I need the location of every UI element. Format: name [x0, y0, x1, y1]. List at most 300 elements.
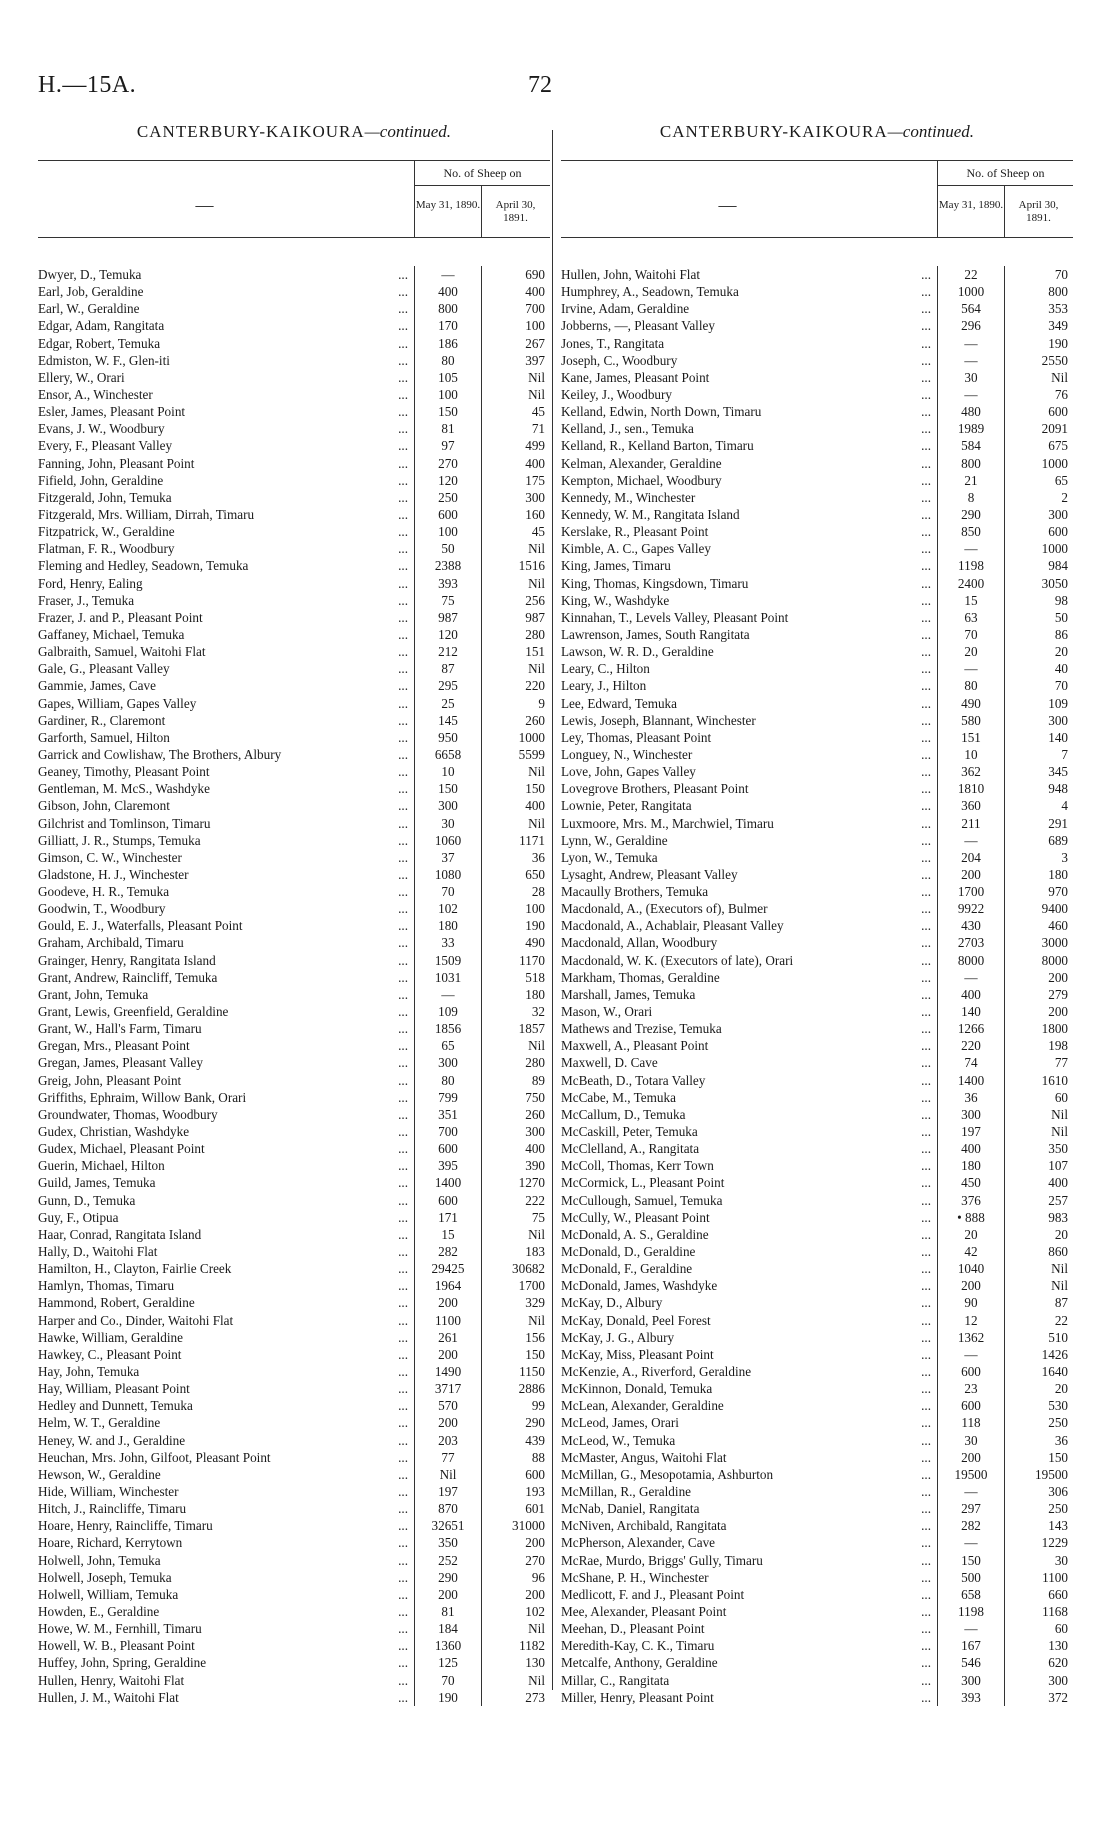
leader-dots: ... — [921, 1072, 931, 1088]
table-row — [561, 1517, 1073, 1534]
table-body — [38, 266, 550, 1706]
owner-name-text: Medlicott, F. and J., Pleasant Point — [561, 1586, 745, 1602]
table-row — [38, 523, 550, 540]
table-row — [561, 1414, 1073, 1431]
sheep-count-1890: 800 — [937, 455, 1004, 472]
sheep-count-1890: 90 — [937, 1294, 1004, 1311]
sheep-count-1891: 1610 — [1004, 1072, 1072, 1089]
sheep-count-1890: 200 — [414, 1294, 481, 1311]
leader-dots: ... — [398, 1415, 408, 1431]
owner-name-text: Fleming and Hedley, Seadown, Temuka — [38, 558, 249, 574]
table-row — [561, 386, 1073, 403]
owner-name-text: Jones, T., Rangitata — [561, 335, 665, 351]
leader-dots: ... — [921, 284, 931, 300]
table-row — [561, 369, 1073, 386]
table-row — [38, 883, 550, 900]
owner-name-text: Millar, C., Rangitata — [561, 1672, 670, 1688]
table-row — [561, 849, 1073, 866]
owner-name-text: McDonald, A. S., Geraldine — [561, 1226, 709, 1242]
sheep-count-1890: — — [937, 352, 1004, 369]
leader-dots: ... — [921, 1501, 931, 1517]
owner-name-text: McKay, D., Albury — [561, 1295, 663, 1311]
table-row — [38, 1192, 550, 1209]
table-row — [561, 900, 1073, 917]
leader-dots: ... — [398, 729, 408, 745]
owner-name — [38, 1689, 414, 1706]
sheep-count-1891: 1150 — [481, 1363, 549, 1380]
owner-name-text: Gibson, John, Claremont — [38, 798, 170, 814]
leader-dots: ... — [398, 832, 408, 848]
sheep-count-1890: 120 — [414, 472, 481, 489]
section-title-text: CANTERBURY-KAIKOURA — [136, 122, 365, 141]
sheep-count-1890: 80 — [937, 677, 1004, 694]
leader-dots: ... — [921, 1552, 931, 1568]
sheep-count-1890: 295 — [414, 677, 481, 694]
table-row — [38, 1689, 550, 1706]
owner-name — [561, 1037, 937, 1054]
table-row — [561, 952, 1073, 969]
sheep-count-1890: 290 — [937, 506, 1004, 523]
leader-dots: ... — [398, 592, 408, 608]
owner-name — [38, 1346, 414, 1363]
owner-name — [561, 1072, 937, 1089]
owner-name — [561, 1534, 937, 1551]
sheep-count-1891: 620 — [1004, 1654, 1072, 1671]
sheep-count-1890: 77 — [414, 1449, 481, 1466]
owner-name — [38, 1003, 414, 1020]
owner-name-text: Huffey, John, Spring, Geraldine — [38, 1655, 207, 1671]
leader-dots: ... — [921, 764, 931, 780]
sheep-count-1890: 19500 — [937, 1466, 1004, 1483]
table-row — [38, 1483, 550, 1500]
leader-dots: ... — [398, 1209, 408, 1225]
sheep-count-1891: 1270 — [481, 1174, 549, 1191]
sheep-count-1890: 300 — [937, 1106, 1004, 1123]
leader-dots: ... — [921, 352, 931, 368]
owner-name — [561, 1294, 937, 1311]
leader-dots: ... — [921, 1569, 931, 1585]
sheep-count-1890: 22 — [937, 266, 1004, 283]
table-header — [561, 160, 1073, 238]
sheep-count-1891: 45 — [481, 523, 549, 540]
owner-name — [561, 540, 937, 557]
sheep-count-1890: 200 — [414, 1346, 481, 1363]
sheep-count-1891: 518 — [481, 969, 549, 986]
leader-dots: ... — [921, 438, 931, 454]
owner-name — [38, 746, 414, 763]
owner-name — [561, 1209, 937, 1226]
owner-name — [38, 1483, 414, 1500]
section-title-suffix: —continued. — [887, 122, 975, 141]
sheep-count-1890: 1856 — [414, 1020, 481, 1037]
owner-name — [561, 763, 937, 780]
sheep-count-1891: 99 — [481, 1397, 549, 1414]
sheep-count-1891: 60 — [1004, 1620, 1072, 1637]
leader-dots: ... — [398, 764, 408, 780]
leader-dots: ... — [921, 1398, 931, 1414]
table-row — [38, 900, 550, 917]
owner-name — [38, 1517, 414, 1534]
owner-name-text: Goodeve, H. R., Temuka — [38, 884, 170, 900]
sheep-count-1890: — — [414, 266, 481, 283]
sheep-count-1890: — — [937, 1483, 1004, 1500]
sheep-count-1890: 220 — [937, 1037, 1004, 1054]
sheep-count-1890: 2388 — [414, 557, 481, 574]
owner-name — [38, 575, 414, 592]
table-row — [561, 1483, 1073, 1500]
owner-name-text: Luxmoore, Mrs. M., Marchwiel, Timaru — [561, 815, 774, 831]
leader-dots: ... — [398, 609, 408, 625]
owner-name — [561, 489, 937, 506]
owner-name-text: McColl, Thomas, Kerr Town — [561, 1158, 714, 1174]
owner-name-text: Gudex, Christian, Washdyke — [38, 1124, 190, 1140]
sheep-count-1891: 400 — [481, 283, 549, 300]
leader-dots: ... — [398, 1021, 408, 1037]
leader-dots: ... — [921, 609, 931, 625]
sheep-count-1891: 1182 — [481, 1637, 549, 1654]
owner-name-text: McBeath, D., Totara Valley — [561, 1072, 706, 1088]
sheep-count-1891: 100 — [481, 900, 549, 917]
table-row — [38, 1003, 550, 1020]
table-row — [38, 712, 550, 729]
leader-dots: ... — [398, 1004, 408, 1020]
table-row — [561, 609, 1073, 626]
leader-dots: ... — [398, 575, 408, 591]
owner-name-text: Hammond, Robert, Geraldine — [38, 1295, 195, 1311]
leader-dots: ... — [398, 1072, 408, 1088]
owner-name — [38, 1449, 414, 1466]
leader-dots: ... — [921, 1586, 931, 1602]
table-row — [38, 815, 550, 832]
sheep-count-1891: 300 — [1004, 712, 1072, 729]
owner-name — [38, 1397, 414, 1414]
sheep-count-1891: 150 — [481, 780, 549, 797]
sheep-count-1891: 1700 — [481, 1277, 549, 1294]
leader-dots: ... — [921, 1055, 931, 1071]
sheep-count-1891: 260 — [481, 1106, 549, 1123]
sheep-count-1891: 100 — [481, 317, 549, 334]
table-row — [561, 969, 1073, 986]
table-row — [561, 712, 1073, 729]
sheep-count-1890: 490 — [937, 695, 1004, 712]
leader-dots: ... — [398, 1158, 408, 1174]
owner-name-text: McKay, J. G., Albury — [561, 1329, 675, 1345]
owner-name — [561, 1654, 937, 1671]
owner-name — [38, 1089, 414, 1106]
sheep-count-1891: 40 — [1004, 660, 1072, 677]
leader-dots: ... — [398, 626, 408, 642]
owner-name-text: Macaully Brothers, Temuka — [561, 884, 709, 900]
leader-dots: ... — [921, 1346, 931, 1362]
leader-dots: ... — [921, 849, 931, 865]
table-row — [38, 1226, 550, 1243]
owner-name-text: Fitzgerald, Mrs. William, Dirrah, Timaru — [38, 506, 255, 522]
sheep-count-1890: 393 — [937, 1689, 1004, 1706]
sheep-count-1890: 360 — [937, 797, 1004, 814]
table-row — [561, 1020, 1073, 1037]
sheep-count-1891: 200 — [1004, 969, 1072, 986]
leader-dots: ... — [921, 918, 931, 934]
owner-name — [561, 1569, 937, 1586]
owner-name — [561, 575, 937, 592]
sheep-count-1890: 145 — [414, 712, 481, 729]
owner-name-text: Gunn, D., Temuka — [38, 1192, 136, 1208]
owner-name — [561, 1397, 937, 1414]
owner-name — [561, 917, 937, 934]
table-row — [561, 266, 1073, 283]
owner-name — [38, 1654, 414, 1671]
sheep-count-1891: 9 — [481, 695, 549, 712]
table-row — [561, 1363, 1073, 1380]
owner-name — [38, 369, 414, 386]
owner-name — [38, 455, 414, 472]
owner-name-text: Leary, J., Hilton — [561, 678, 647, 694]
table-row — [38, 1089, 550, 1106]
sheep-count-1891: 1100 — [1004, 1569, 1072, 1586]
sheep-count-1890: 8000 — [937, 952, 1004, 969]
sheep-count-1891: 1000 — [1004, 540, 1072, 557]
leader-dots: ... — [921, 1244, 931, 1260]
sheep-count-1891: 260 — [481, 712, 549, 729]
sheep-count-1891: 71 — [481, 420, 549, 437]
sheep-count-1890: 15 — [414, 1226, 481, 1243]
owner-name-text: Lawrenson, James, South Rangitata — [561, 626, 750, 642]
table-row — [561, 1174, 1073, 1191]
document-reference: H.—15A. — [38, 72, 137, 98]
sheep-count-1891: 77 — [1004, 1054, 1072, 1071]
owner-name — [561, 660, 937, 677]
owner-name-text: Lewis, Joseph, Blannant, Winchester — [561, 712, 756, 728]
table-row — [561, 489, 1073, 506]
table-row — [561, 677, 1073, 694]
owner-name — [38, 489, 414, 506]
owner-name — [561, 1500, 937, 1517]
table-row — [561, 283, 1073, 300]
owner-name — [38, 1072, 414, 1089]
owner-name-text: Maxwell, D. Cave — [561, 1055, 658, 1071]
sheep-count-1890: 546 — [937, 1654, 1004, 1671]
table-row — [561, 1466, 1073, 1483]
sheep-count-1891: 222 — [481, 1192, 549, 1209]
owner-name — [38, 1054, 414, 1071]
sheep-count-1890: 297 — [937, 1500, 1004, 1517]
sheep-count-1890: 282 — [937, 1517, 1004, 1534]
leader-dots: ... — [921, 455, 931, 471]
sheep-count-1890: 70 — [414, 883, 481, 900]
leader-dots: ... — [921, 575, 931, 591]
sheep-count-1891: 650 — [481, 866, 549, 883]
sheep-count-1891: 30682 — [481, 1260, 549, 1277]
table-row — [561, 1209, 1073, 1226]
sheep-count-1891: 200 — [481, 1534, 549, 1551]
sheep-count-1890: 1400 — [937, 1072, 1004, 1089]
owner-name — [561, 266, 937, 283]
section-title — [38, 122, 550, 148]
leader-dots: ... — [398, 472, 408, 488]
leader-dots: ... — [921, 1466, 931, 1482]
owner-name-text: Garforth, Samuel, Hilton — [38, 729, 170, 745]
sheep-count-1891: 96 — [481, 1569, 549, 1586]
leader-dots: ... — [398, 284, 408, 300]
sheep-count-1890: 9922 — [937, 900, 1004, 917]
owner-name-text: Fraser, J., Temuka — [38, 592, 135, 608]
sheep-count-1891: 300 — [1004, 1672, 1072, 1689]
leader-dots: ... — [921, 781, 931, 797]
sheep-count-1890: 393 — [414, 575, 481, 592]
sheep-count-1890: 600 — [414, 1140, 481, 1157]
owner-name-text: Guerin, Michael, Hilton — [38, 1158, 165, 1174]
table-row — [561, 1106, 1073, 1123]
table-row — [561, 883, 1073, 900]
leader-dots: ... — [398, 438, 408, 454]
table-row — [561, 1260, 1073, 1277]
table-row — [561, 1037, 1073, 1054]
sheep-count-1891: 102 — [481, 1603, 549, 1620]
owner-name-text: Hitch, J., Raincliffe, Timaru — [38, 1501, 187, 1517]
owner-name-text: Edgar, Robert, Temuka — [38, 335, 161, 351]
table-row — [38, 1654, 550, 1671]
sheep-count-1891: 200 — [481, 1586, 549, 1603]
leader-dots: ... — [398, 506, 408, 522]
leader-dots: ... — [398, 1055, 408, 1071]
sheep-count-1890: 1360 — [414, 1637, 481, 1654]
sheep-count-1891: 273 — [481, 1689, 549, 1706]
leader-dots: ... — [921, 986, 931, 1002]
owner-name — [38, 1603, 414, 1620]
owner-name — [561, 1466, 937, 1483]
sheep-count-1891: Nil — [1004, 369, 1072, 386]
sheep-count-1891: 1516 — [481, 557, 549, 574]
owner-name — [38, 1586, 414, 1603]
owner-name — [38, 815, 414, 832]
table-row — [38, 1637, 550, 1654]
owner-name-text: Jobberns, —, Pleasant Valley — [561, 318, 715, 334]
owner-name-text: Guy, F., Otipua — [38, 1209, 119, 1225]
owner-name — [561, 455, 937, 472]
owner-name — [561, 1140, 937, 1157]
owner-name-text: Galbraith, Samuel, Waitohi Flat — [38, 644, 206, 660]
sheep-count-1890: 29425 — [414, 1260, 481, 1277]
table-row — [38, 557, 550, 574]
sheep-count-1891: 345 — [1004, 763, 1072, 780]
owner-name-text: Gilchrist and Tomlinson, Timaru — [38, 815, 211, 831]
leader-dots: ... — [921, 1141, 931, 1157]
sheep-count-1890: 950 — [414, 729, 481, 746]
sheep-count-1891: Nil — [481, 369, 549, 386]
leader-dots: ... — [921, 524, 931, 540]
leader-dots: ... — [921, 729, 931, 745]
leader-dots: ... — [398, 1432, 408, 1448]
table-row — [38, 506, 550, 523]
sheep-count-1891: 3000 — [1004, 934, 1072, 951]
leader-dots: ... — [921, 1415, 931, 1431]
sheep-count-1891: 400 — [481, 455, 549, 472]
sheep-count-1890: 250 — [414, 489, 481, 506]
leader-dots: ... — [398, 1535, 408, 1551]
sheep-count-1891: Nil — [1004, 1123, 1072, 1140]
owner-name-text: Hullen, Henry, Waitohi Flat — [38, 1672, 185, 1688]
sheep-count-1890: 102 — [414, 900, 481, 917]
sheep-count-1891: Nil — [481, 386, 549, 403]
owner-name-text: Hewson, W., Geraldine — [38, 1466, 161, 1482]
leader-dots: ... — [398, 1552, 408, 1568]
leader-dots: ... — [921, 592, 931, 608]
sheep-count-1891: 70 — [1004, 266, 1072, 283]
leader-dots: ... — [921, 472, 931, 488]
sheep-count-1891: 600 — [1004, 403, 1072, 420]
leader-dots: ... — [398, 1672, 408, 1688]
sheep-count-1891: 750 — [481, 1089, 549, 1106]
owner-name-text: Macdonald, W. K. (Executors of late), Orari — [561, 952, 794, 968]
leader-dots: ... — [398, 866, 408, 882]
sheep-count-1890: 87 — [414, 660, 481, 677]
owner-name — [38, 626, 414, 643]
leader-dots: ... — [921, 1106, 931, 1122]
leader-dots: ... — [921, 301, 931, 317]
owner-name — [561, 677, 937, 694]
sheep-count-1890: 150 — [414, 780, 481, 797]
sheep-count-1890: 23 — [937, 1380, 1004, 1397]
owner-name — [561, 1380, 937, 1397]
leader-dots: ... — [398, 644, 408, 660]
sheep-count-1891: 175 — [481, 472, 549, 489]
owner-name — [38, 472, 414, 489]
owner-name-text: Fanning, John, Pleasant Point — [38, 455, 195, 471]
table-row — [561, 780, 1073, 797]
sheep-count-1890: 25 — [414, 695, 481, 712]
sheep-count-1891: 329 — [481, 1294, 549, 1311]
owner-name — [38, 386, 414, 403]
sheep-count-1890: 400 — [414, 283, 481, 300]
table-row — [38, 386, 550, 403]
leader-dots: ... — [398, 1346, 408, 1362]
sheep-count-1891: 220 — [481, 677, 549, 694]
owner-name — [561, 1363, 937, 1380]
owner-name-text: Gimson, C. W., Winchester — [38, 849, 182, 865]
sheep-count-1890: 20 — [937, 1226, 1004, 1243]
sheep-count-1891: 107 — [1004, 1157, 1072, 1174]
sheep-count-1891: 89 — [481, 1072, 549, 1089]
leader-dots: ... — [921, 404, 931, 420]
sheep-count-1891: Nil — [481, 1037, 549, 1054]
owner-name-text: Ley, Thomas, Pleasant Point — [561, 729, 712, 745]
sheep-count-1891: 983 — [1004, 1209, 1072, 1226]
leader-dots: ... — [398, 918, 408, 934]
sheep-count-1890: 584 — [937, 437, 1004, 454]
owner-name-text: Maxwell, A., Pleasant Point — [561, 1038, 709, 1054]
sheep-count-1891: 2550 — [1004, 352, 1072, 369]
sheep-count-1891: 280 — [481, 1054, 549, 1071]
owner-name-text: Grant, Lewis, Greenfield, Geraldine — [38, 1004, 229, 1020]
sheep-count-1890: 300 — [414, 1054, 481, 1071]
owner-name — [38, 952, 414, 969]
leader-dots: ... — [921, 1535, 931, 1551]
table-row — [38, 677, 550, 694]
sheep-count-1890: 564 — [937, 300, 1004, 317]
owner-name — [561, 1414, 937, 1431]
owner-name — [561, 969, 937, 986]
owner-name-text: Gilliatt, J. R., Stumps, Temuka — [38, 832, 201, 848]
table-row — [38, 1054, 550, 1071]
table-row — [561, 1380, 1073, 1397]
sheep-count-1891: 499 — [481, 437, 549, 454]
owner-name — [38, 317, 414, 334]
leader-dots: ... — [921, 1004, 931, 1020]
owner-name — [561, 1620, 937, 1637]
leader-dots: ... — [921, 1432, 931, 1448]
owner-name-text: Kelland, R., Kelland Barton, Timaru — [561, 438, 754, 454]
sheep-count-1891: Nil — [481, 1672, 549, 1689]
